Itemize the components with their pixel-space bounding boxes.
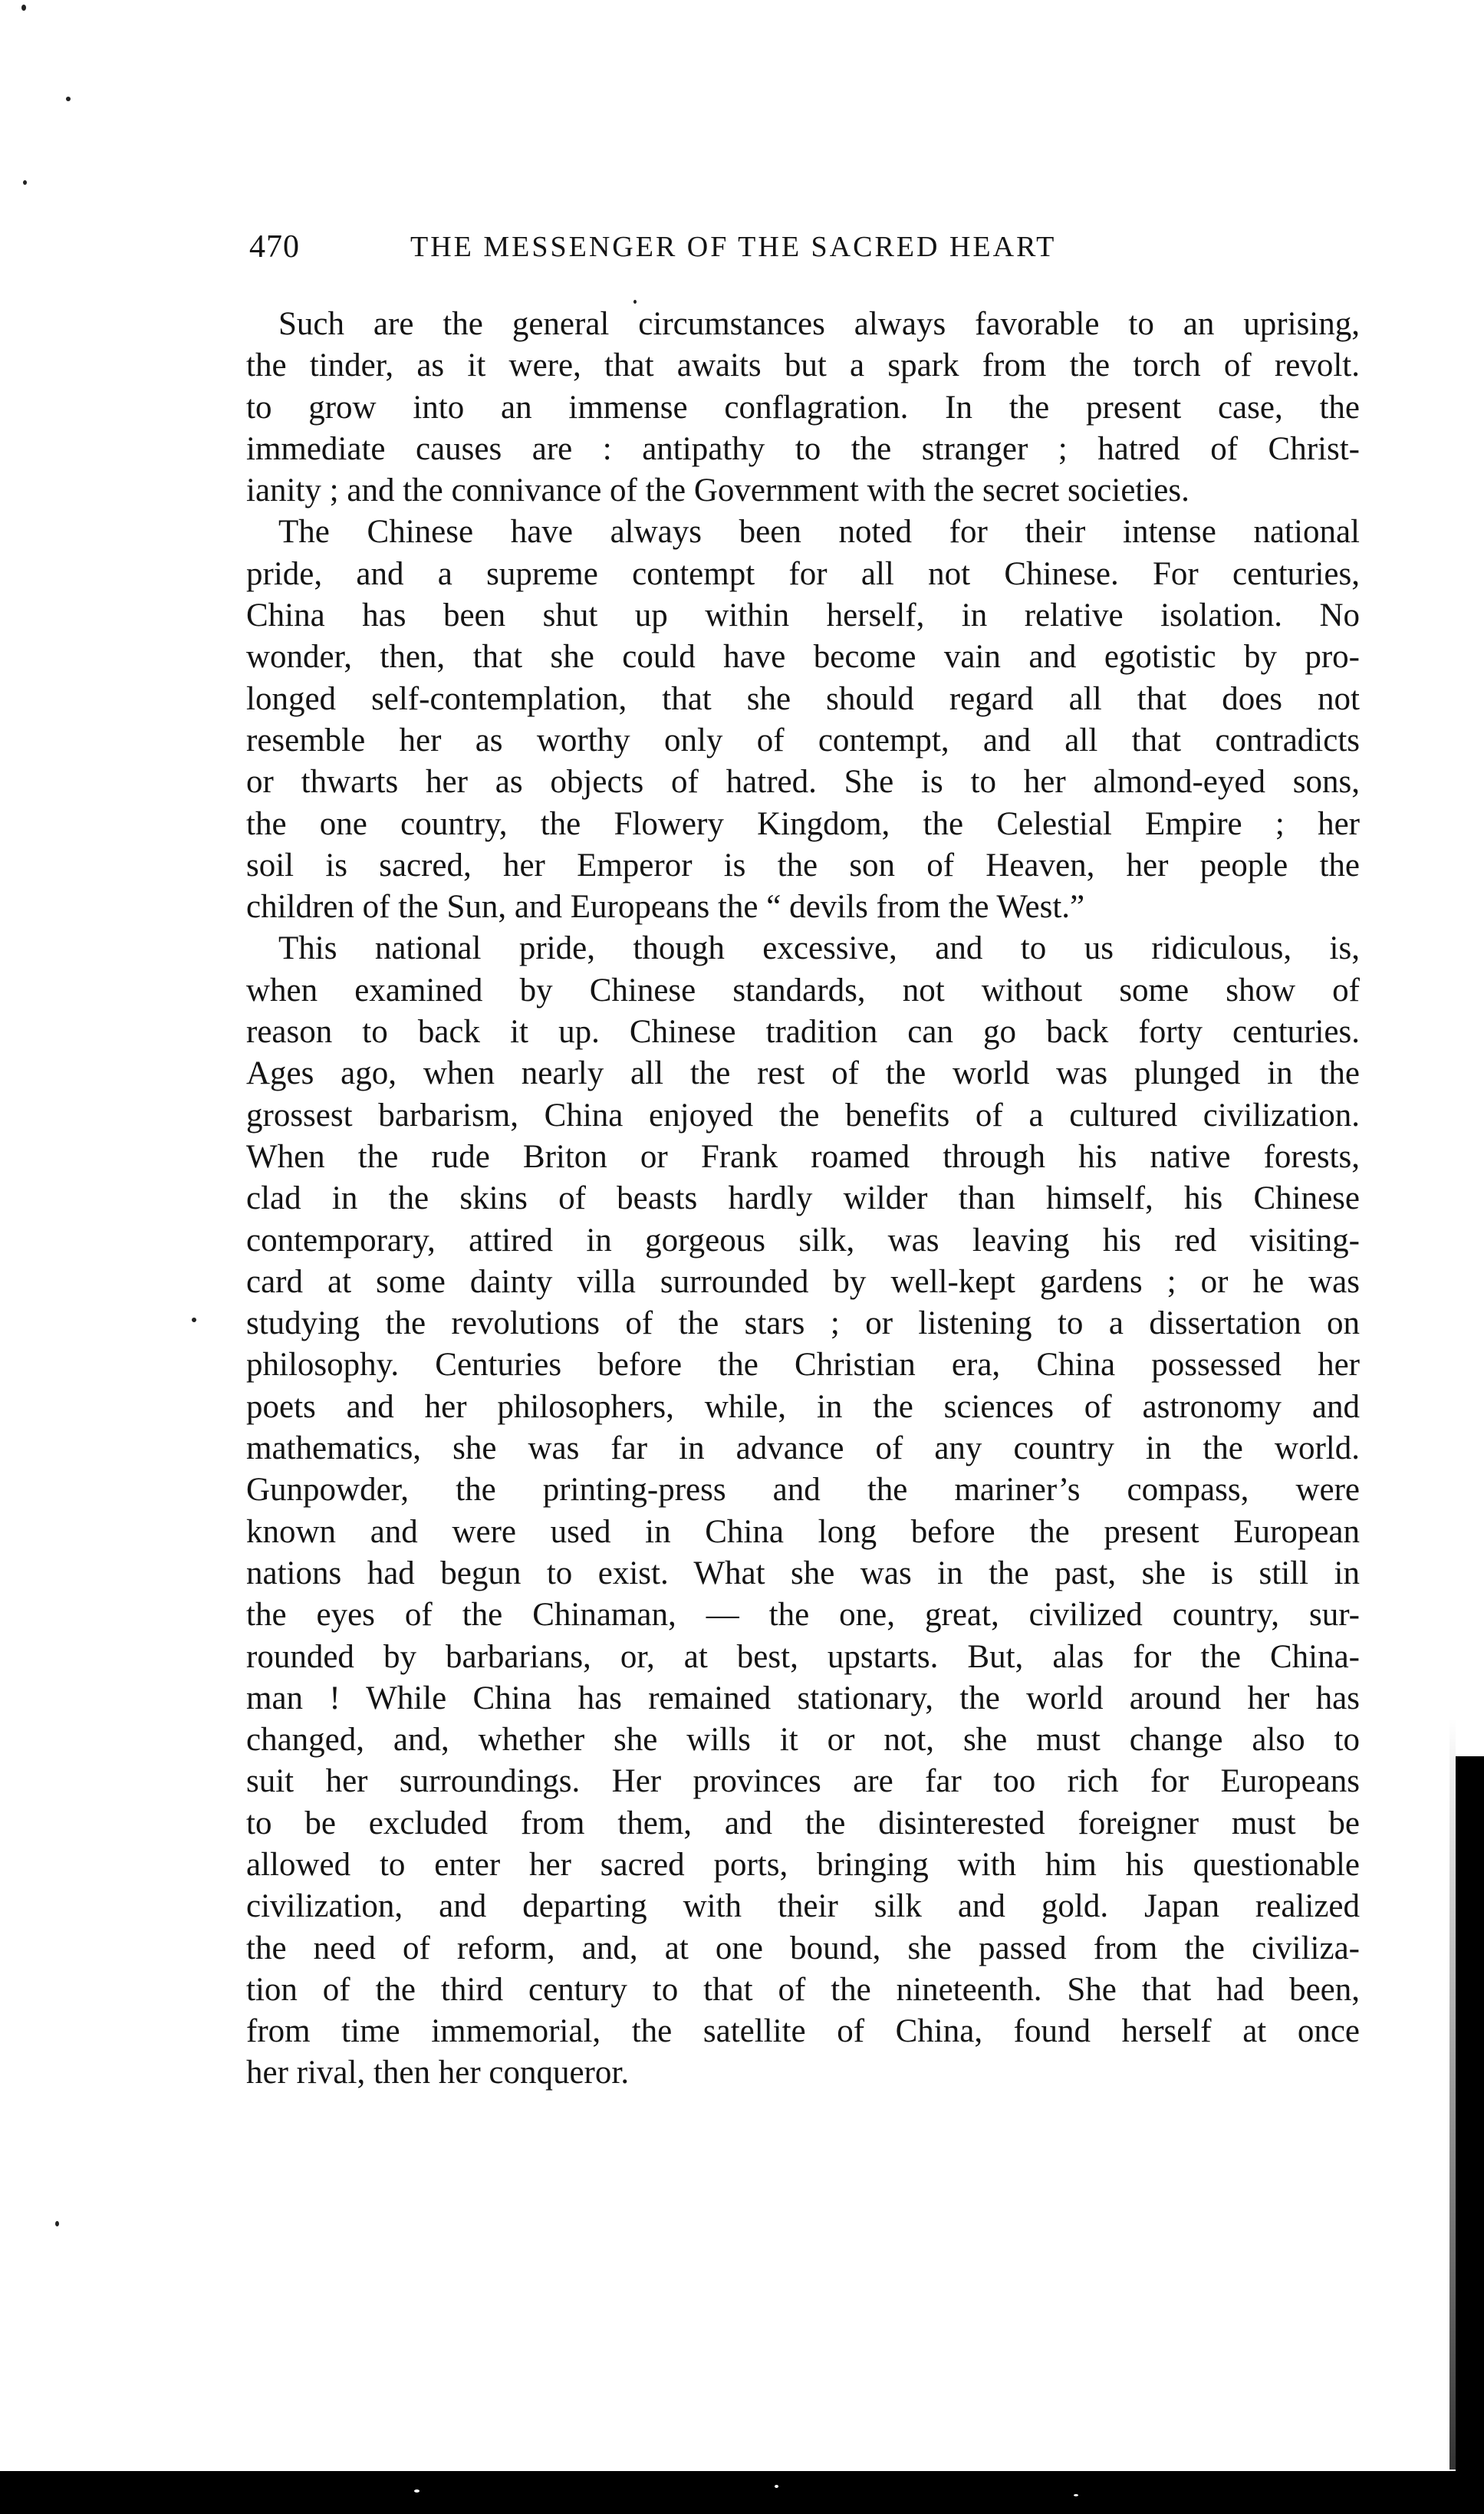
text-line: studying the revolutions of the stars ; or listening to a dissertation on	[246, 1305, 1360, 1342]
text-line: her rival, then her conqueror.	[246, 2055, 630, 2091]
scan-speck	[633, 300, 637, 304]
text-line: changed, and, whether she wills it or not, she must change also to	[246, 1722, 1360, 1759]
text-line: clad in the skins of beasts hardly wilder than himself, his Chinese	[246, 1180, 1360, 1217]
text-line: to be excluded from them, and the disinterested foreigner must be	[246, 1805, 1360, 1841]
text-line: known and were used in China long before the present European	[246, 1513, 1360, 1550]
body-text	[246, 304, 1360, 2094]
text-line: civilization, and departing with their silk and gold. Japan realized	[246, 1888, 1360, 1925]
text-line: China has been shut up within herself, in relative isolation. No	[246, 597, 1360, 634]
text-line: soil is sacred, her Emperor is the son of Heaven, her people the	[246, 847, 1360, 884]
text-line: pride, and a supreme contempt for all not Chinese. For centuries,	[246, 555, 1360, 592]
page-number: 470	[249, 229, 300, 265]
paragraph-3	[246, 928, 1360, 2094]
text-line: children of the Sun, and Europeans the “ devils from the West.”	[246, 889, 1085, 926]
text-line: grossest barbarism, China enjoyed the benefits of a cultured civilization.	[246, 1097, 1360, 1134]
text-line: or thwarts her as objects of hatred. She is to her almond-eyed sons,	[246, 764, 1360, 801]
text-line: nations had begun to exist. What she was in the past, she is still in	[246, 1555, 1360, 1591]
text-line: ianity ; and the connivance of the Government with the secret societies.	[246, 472, 1190, 509]
text-line: card at some dainty villa surrounded by well-kept gardens ; or he was	[246, 1263, 1360, 1300]
text-line: philosophy. Centuries before the Christian era, China possessed her	[246, 1347, 1360, 1384]
text-line: from time immemorial, the satellite of China, found herself at once	[246, 2013, 1360, 2050]
paragraph-2	[246, 512, 1360, 928]
text-line: to grow into an immense conflagration. In the present case, the	[246, 389, 1360, 426]
text-line: resemble her as worthy only of contempt, and all that contradicts	[246, 722, 1360, 758]
page-header	[249, 229, 1231, 275]
scan-speck-light	[1074, 2494, 1078, 2496]
text-line: when examined by Chinese standards, not without some show of	[246, 972, 1360, 1009]
text-line: immediate causes are : antipathy to the stranger ; hatred of Christ-	[246, 430, 1360, 467]
scan-speck	[55, 2221, 59, 2226]
scan-edge-shadow	[1449, 1718, 1456, 2470]
text-line: the one country, the Flowery Kingdom, the Celestial Empire ; her	[246, 805, 1360, 842]
text-line: contemporary, attired in gorgeous silk, was leaving his red visiting-	[246, 1222, 1360, 1259]
text-line: the eyes of the Chinaman, — the one, great, civilized country, sur-	[246, 1597, 1360, 1634]
text-line: man ! While China has remained stationary, the world around her has	[246, 1680, 1360, 1716]
text-line: mathematics, she was far in advance of any country in the world.	[246, 1430, 1360, 1467]
scan-speck	[192, 1318, 196, 1322]
text-line: This national pride, though excessive, and to us ridiculous, is,	[278, 930, 1360, 967]
text-line: Such are the general circumstances always favorable to an uprising,	[278, 306, 1360, 342]
text-line: Ages ago, when nearly all the rest of the world was plunged in the	[246, 1055, 1360, 1092]
text-line: wonder, then, that she could have become vain and egotistic by pro-	[246, 639, 1360, 676]
text-line: longed self-contemplation, that she should regard all that does not	[246, 680, 1360, 717]
text-line: allowed to enter her sacred ports, bringing with him his questionable	[246, 1846, 1360, 1883]
text-line: the need of reform, and, at one bound, she passed from the civiliza-	[246, 1930, 1360, 1966]
text-line: reason to back it up. Chinese tradition can go back forty centuries.	[246, 1014, 1360, 1051]
scan-speck-light	[775, 2485, 778, 2488]
text-line: Gunpowder, the printing-press and the mariner’s compass, were	[246, 1472, 1360, 1509]
text-line: suit her surroundings. Her provinces are far too rich for Europeans	[246, 1763, 1360, 1800]
scan-speck-light	[414, 2489, 420, 2493]
text-line: The Chinese have always been noted for their intense national	[278, 514, 1360, 551]
running-title: THE MESSENGER OF THE SACRED HEART	[410, 231, 1057, 263]
scan-speck	[66, 97, 71, 101]
text-line: poets and her philosophers, while, in the sciences of astronomy and	[246, 1388, 1360, 1425]
text-line: the tinder, as it were, that awaits but a spark from the torch of revolt.	[246, 347, 1360, 384]
scan-speck	[23, 180, 27, 185]
paragraph-1	[246, 304, 1360, 512]
scan-speck	[21, 5, 26, 11]
text-line: rounded by barbarians, or, at best, upstarts. But, alas for the China-	[246, 1638, 1360, 1675]
scan-edge-right	[1456, 1756, 1484, 2471]
text-line: When the rude Briton or Frank roamed through his native forests,	[246, 1138, 1360, 1175]
text-line: tion of the third century to that of the nineteenth. She that had been,	[246, 1971, 1360, 2008]
scan-edge-bottom	[0, 2471, 1484, 2514]
